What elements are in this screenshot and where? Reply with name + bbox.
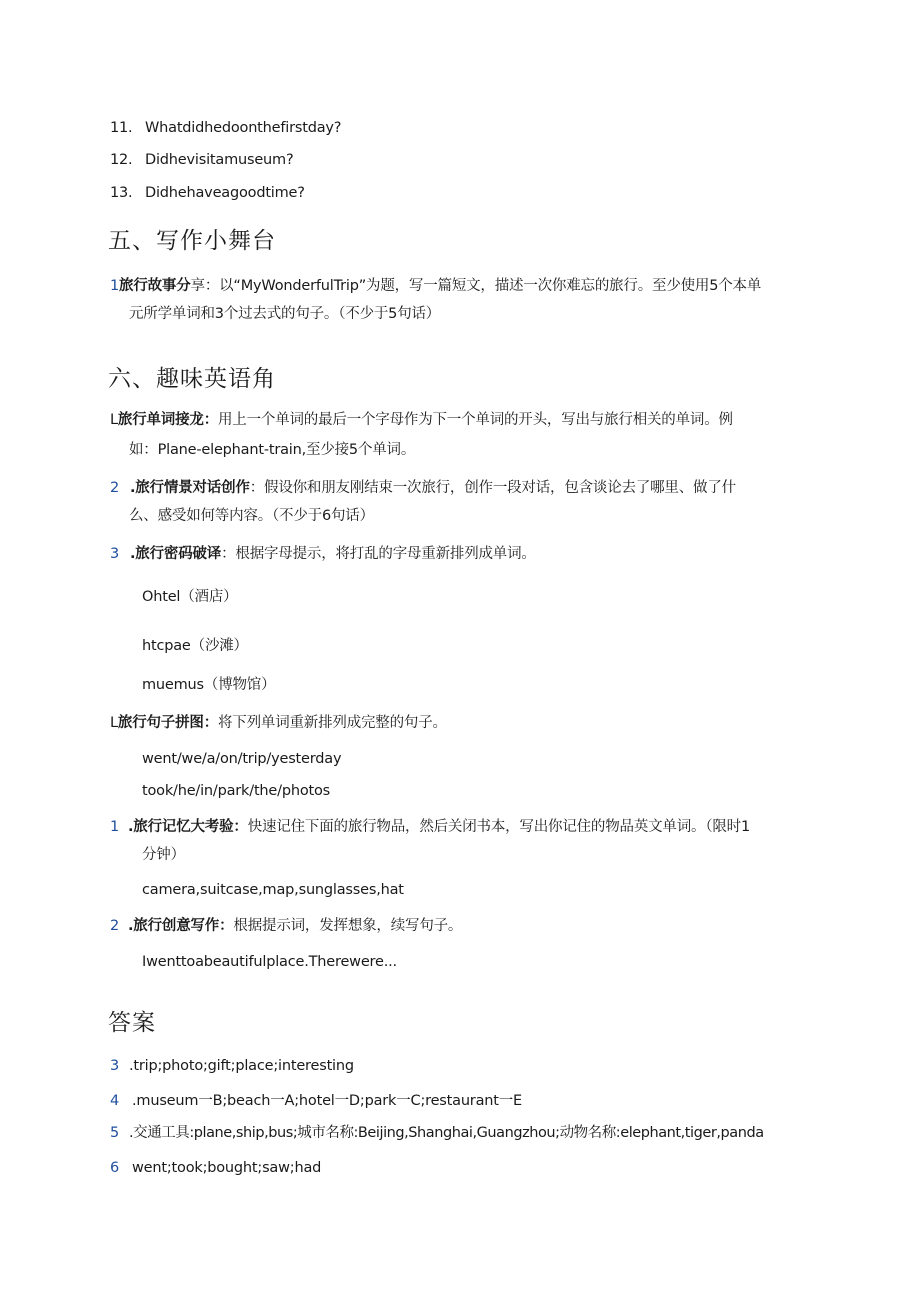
item-title: .旅行密码破译 xyxy=(130,546,222,562)
question-number: 12. xyxy=(110,152,133,168)
item-number: 1 xyxy=(110,278,120,294)
answer-line xyxy=(110,1056,354,1076)
answer-line xyxy=(110,1091,522,1111)
item-instruction: 享：以“MyWonderfulTrip”为题，写一篇短文，描述一次你难忘的旅行。至少使用5个本单 xyxy=(190,278,762,294)
item-instruction: 根据提示词，发挥想象，续写句子。 xyxy=(233,918,463,934)
scrambled-sentence: took/he/in/park/the/photos xyxy=(142,783,331,799)
answer-text: .trip;photo;gift;place;interesting xyxy=(129,1058,354,1074)
item-instruction: ：假设你和朋友刚结束一次旅行，创作一段对话，包含谈论去了哪里、做了什 xyxy=(249,480,736,496)
scrambled-word: muemus（博物馆） xyxy=(142,677,276,693)
fun-item-2-line1 xyxy=(110,478,736,498)
fun-item-6-line1 xyxy=(110,916,462,936)
item-instruction: 快速记住下面的旅行物品，然后关闭书本，写出你记住的物品英文单词。（限时1 xyxy=(247,819,750,835)
writing-item-line2: 元所学单词和3个过去式的句子。（不少于5句话） xyxy=(129,306,441,322)
item-title: 旅行故事分 xyxy=(119,278,191,294)
answer-text: .museum一B;beach一A;hotel一D;park一C;restaurant一E xyxy=(132,1093,522,1109)
question-number: 13. xyxy=(110,185,133,201)
item-instruction: 将下列单词重新排列成完整的句子。 xyxy=(218,715,447,731)
fun-item-1-line1 xyxy=(110,410,733,430)
fun-item-4-line1 xyxy=(110,713,447,733)
writing-item-line1 xyxy=(110,276,761,296)
answer-number: 6 xyxy=(110,1160,120,1176)
item-number: 1 xyxy=(110,819,120,835)
fun-item-1-line2: 如：Plane-elephant-train,至少接5个单词。 xyxy=(129,442,416,458)
item-title: 旅行句子拼图： xyxy=(117,715,218,731)
answer-line xyxy=(110,1123,764,1143)
item-number: L xyxy=(110,715,118,731)
item-number: 2 xyxy=(110,480,120,496)
fun-item-2-line2: 么、感受如何等内容。（不少于6句话） xyxy=(129,508,374,524)
scrambled-word: htcpae（沙滩） xyxy=(142,638,248,654)
answer-number: 5 xyxy=(110,1125,119,1141)
question-text: Didhevisitamuseum? xyxy=(145,152,294,168)
fun-item-3-line1 xyxy=(110,544,536,564)
scrambled-sentence: went/we/a/on/trip/yesterday xyxy=(142,751,342,767)
answer-number: 3 xyxy=(110,1058,120,1074)
item-instruction: ：根据字母提示，将打乱的字母重新排列成单词。 xyxy=(221,546,536,562)
answer-number: 4 xyxy=(110,1093,120,1109)
section-heading-writing: 五、写作小舞台 xyxy=(108,228,276,254)
question-text: Didhehaveagoodtime? xyxy=(145,185,305,201)
answer-line xyxy=(110,1158,321,1178)
fun-item-5-line2: 分钟） xyxy=(142,847,185,863)
answer-text: .交通工具:plane,ship,bus;城市名称:Beijing,Shanghai,Guangzhou;动物名称:elephant,tiger,panda xyxy=(129,1125,764,1141)
scrambled-word: Ohtel（酒店） xyxy=(142,589,238,605)
item-number: 2 xyxy=(110,918,120,934)
item-number: L xyxy=(110,412,118,428)
answer-text: went;took;bought;saw;had xyxy=(132,1160,322,1176)
section-heading-fun-english: 六、趣味英语角 xyxy=(108,366,276,392)
writing-prompt: Iwenttoabeautifulplace.Therewere... xyxy=(142,954,397,970)
item-title: 旅行单词接龙： xyxy=(117,412,218,428)
question-text: Whatdidhedoonthefirstday? xyxy=(145,120,342,136)
memory-items: camera,suitcase,map,sunglasses,hat xyxy=(142,882,404,898)
answers-heading: 答案 xyxy=(108,1010,156,1036)
item-number: 3 xyxy=(110,546,120,562)
item-title: .旅行记忆大考验： xyxy=(128,819,248,835)
item-title: .旅行创意写作： xyxy=(128,918,234,934)
item-instruction: 用上一个单词的最后一个字母作为下一个单词的开头，写出与旅行相关的单词。例 xyxy=(218,412,733,428)
fun-item-5-line1 xyxy=(110,817,750,837)
item-title: .旅行情景对话创作 xyxy=(130,480,250,496)
question-number: 11. xyxy=(110,120,133,136)
